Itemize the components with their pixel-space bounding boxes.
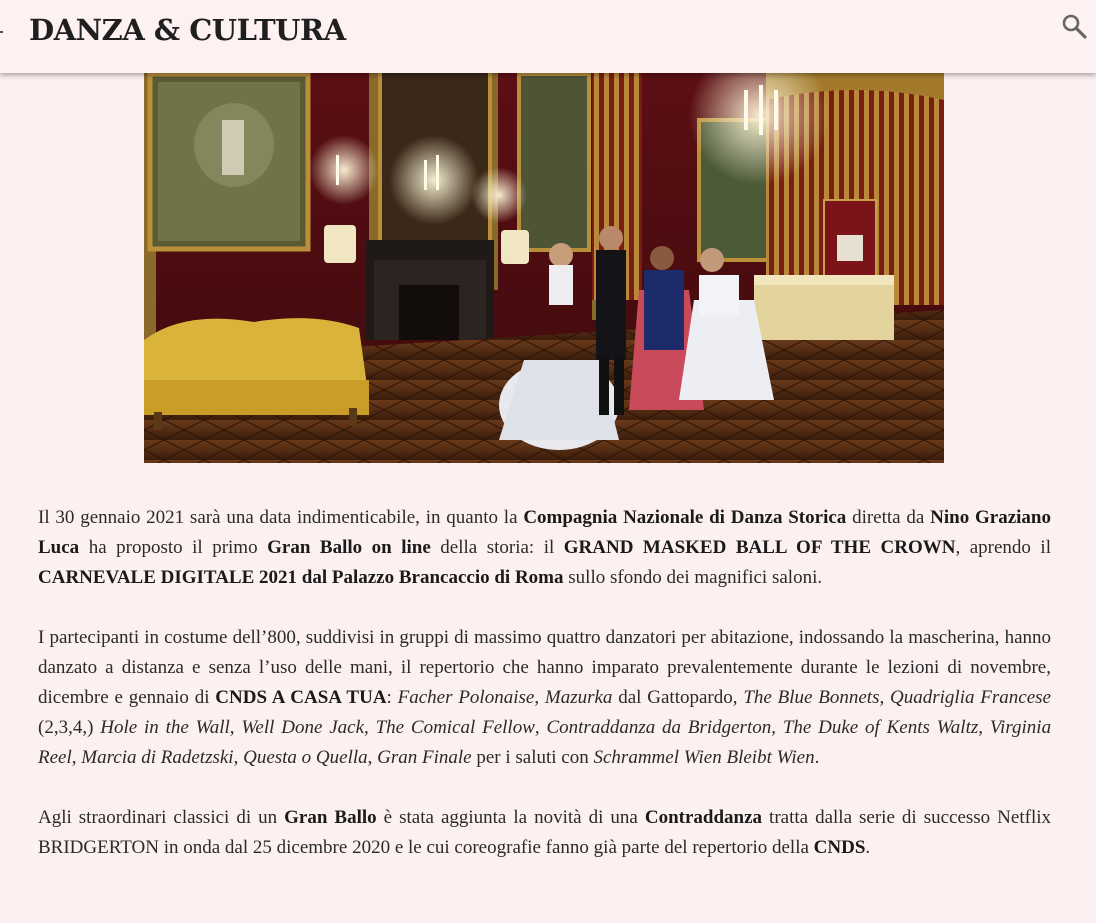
site-title[interactable]: DANZA & CULTURA [29,13,346,47]
search-icon[interactable] [1060,12,1088,40]
top-app-bar [0,0,1096,73]
article-body [38,503,1051,893]
director-name: Nino Graziano Luca [38,507,1051,558]
article-paragraph-3: Agli straordinari classici di un Gran Ballo è stata aggiunta la novità di una Contraddanza tratta dalla serie di successo Netflix BRIDGERTON in onda dal 25 dicembre 2020 e le cui coreografie fanno già parte del repertorio della CNDS. [38,807,1051,858]
menu-icon[interactable] [0,31,3,33]
article-paragraph-2: I partecipanti in costume dell’800, suddivisi in gruppi di massimo quattro danzatori per abitazione, indossando la mascherina, hanno danzato a distanza e senza l’uso delle mani, il repertorio che hanno imparato prevalentemente durante le lezioni di novembre, dicembre e gennaio di CNDS A CASA TUA: Facher Polonaise, Mazurka dal Gattopardo, The Blue Bonnets, Quadriglia Francese (2,3,4,) Hole in the Wall, Well Done Jack, The Comical Fellow, Contraddanza da Bridgerton, The Duke of Kents Waltz, Virginia Reel, Marcia di Radetzski, Questa o Quella, Gran Finale per i saluti con Schrammel Wien Bleibt Wien. [38,627,1052,768]
company-name: Compagnia Nazionale di Danza Storica [523,507,847,528]
ballroom-photo [144,60,944,463]
article-paragraph-1: Il 30 gennaio 2021 sarà una data indimenticabile, in quanto la Compagnia Nazionale di Danza Storica diretta da Nino Graziano Luca ha proposto il primo Gran Ballo on line della storia: il GRAND MASKED BALL OF THE CROWN, aprendo il CARNEVALE DIGITALE 2021 dal Palazzo Brancaccio di Roma sullo sfondo dei magnifici saloni. [38,507,1051,588]
